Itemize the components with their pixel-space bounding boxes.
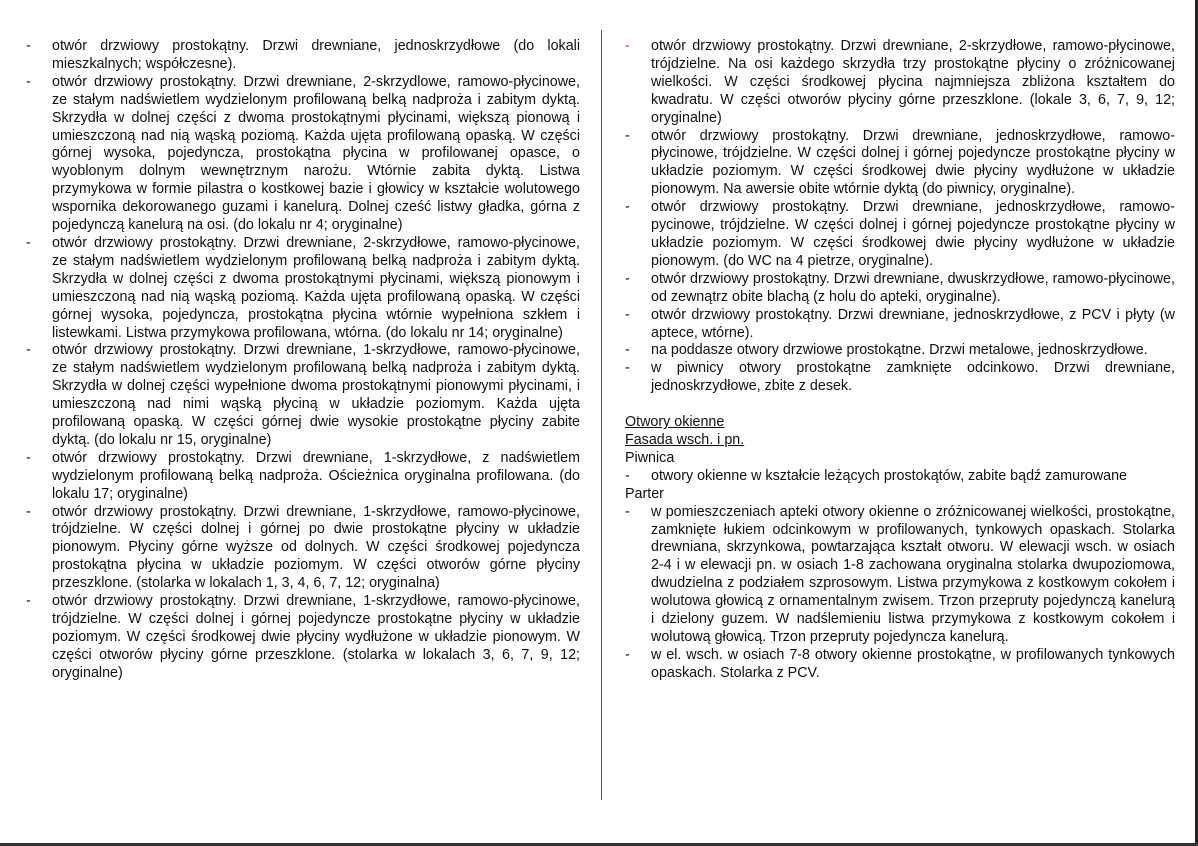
list-item-text: otwór drzwiowy prostokątny. Drzwi drewniane, jednoskrzydłowe, ramowo-płycinowe, trójdzielne. W części dolnej i górnej pojedyncze prostokątne płyciny w układzie poziomym. W części środkowej dwie płyciny wydłużone w układzie pionowym. Na awersie obite wtórnie dyktą (do piwnicy, oryginalne). (651, 127, 1175, 198)
list-item (625, 360, 1175, 396)
list-item-text: otwory okienne w kształcie leżących prostokątów, zabite bądź zamurowane (651, 467, 1128, 484)
list-item (625, 271, 1175, 307)
list-item-text: w pomieszczeniach apteki otwory okienne o zróżnicowanej wielkości, prostokątne, zamknięte łukiem odcinkowym w profilowanych, tynkowych opaskach. Stolarka drewniana, skrzynkowa, powtarzająca kształt otworu. W elewacji wsch. w osiach 2-4 i w elewacji pn. w osiach 1-8 zachowana oryginalna stolarka dwupoziomowa, dwudzielna z podziałem szprosowym. Listwa przymykowa z kostkowym cokołem i wolutowa głowicą z ornamentalnym zwisem. Trzon przepruty pojedynczą kanelurą i dzielony guzem. W nadślemieniu listwa przymykowa z kostkowym cokołem i wolutową głowicą. Trzon przepruty pojedyncza kanelurą. (651, 503, 1175, 645)
list-item-text: otwór drzwiowy prostokątny. Drzwi drewniane, dwuskrzydłowe, ramowo-płycinowe, od zewnątrz obite blachą (z holu do apteki, oryginalne). (651, 270, 1175, 305)
spacer (625, 396, 1175, 414)
list-item (625, 38, 1175, 128)
list-item (625, 342, 1175, 360)
column-divider (601, 30, 602, 800)
bullet-dash: - (26, 593, 31, 610)
ground-floor-label: Parter (625, 485, 664, 502)
bullet-dash: - (625, 467, 630, 484)
list-item (26, 38, 580, 74)
list-item (26, 74, 580, 235)
list-item-text: otwór drzwiowy prostokątny. Drzwi drewniane, 1-skrzydłowe, ramowo-płycinowe, trójdzielne. W części dolnej i górnej po dwie prostokątne płyciny w układzie pionowym. Płyciny górne wyższe od dolnych. W części środkowej pojedyncza prostokątna płycina w układzie poziomym. W części otworów górne płyciny przeszklone. (stolarka w lokalach 1, 3, 4, 6, 7, 12; oryginalna) (52, 503, 580, 592)
left-column (26, 38, 580, 683)
bullet-dash: - (625, 342, 630, 359)
list-item-text: na poddasze otwory drzwiowe prostokątne. Drzwi metalowe, jednoskrzydłowe. (651, 342, 1148, 359)
list-item-text: otwór drzwiowy prostokątny. Drzwi drewniane, 1-skrzydłowe, ramowo-płycinowe, trójdzielne. W części dolnej i górnej pojedyncze prostokątne płyciny w układzie poziomym. W części środkowej dwie płyciny wydłużone w układzie pionowym. W części otworów płyciny górne przeszklone. (stolarka w lokalach 3, 6, 7, 9, 12; oryginalne) (52, 593, 580, 681)
bullet-dash: - (26, 342, 31, 359)
bullet-dash: - (26, 449, 31, 466)
list-item-text: otwór drzwiowy prostokątny. Drzwi drewniane, 1-skrzydłowe, ramowo-płycinowe, ze stałym nadświetlem wydzielonym profilowaną belką nadproża i zabitym dyktą. Skrzydła w dolnej części wypełnione dwoma prostokątnymi pionowymi płycinami, i umieszczoną nad nimi wąską płyciną w układzie poziomym. Każda ujęta profilowaną opaską. W części górnej dwie wysokie prostokątne płyciny zabite dyktą. (do lokalu nr 15, oryginalne) (52, 342, 580, 448)
list-item-text: w piwnicy otwory prostokątne zamknięte odcinkowo. Drzwi drewniane, jednoskrzydłowe, zbite z desek. (651, 360, 1175, 395)
list-item (26, 593, 580, 683)
list-item (26, 504, 580, 594)
section-heading: Otwory okienne (625, 414, 725, 431)
list-item-text: otwór drzwiowy prostokątny. Drzwi drewniane, 1-skrzydłowe, z nadświetlem wydzielonym profilowaną belką nadprożа. Ościeżnica oryginalna profilowana. (do lokalu 17; oryginalne) (52, 449, 580, 502)
bullet-dash: - (625, 199, 630, 216)
bullet-dash: - (625, 127, 630, 144)
list-item (625, 128, 1175, 200)
bullet-dash: - (625, 270, 630, 287)
bullet-dash: - (625, 38, 630, 54)
list-item-text: otwór drzwiowy prostokątny. Drzwi drewniane, jednoskrzydłowe (do lokali mieszkalnych; współczesne). (52, 38, 580, 72)
list-item-text: otwór drzwiowy prostokątny. Drzwi drewniane, 2-skrzydłowe, ramowo-płycinowe, ze stałym nadświetlem wydzielonym profilowaną belką nadproża i zabitym dyktą. Skrzydła w dolnej części z dwoma prostokątnymi płycinami, większą pionowym i umieszczoną nad nią wąską poziomą. Każda ujęta profilowaną opaską. W części górnej wysoka, pojedyncza, prostokątna płycina wtórnie wypełniona szkłem i listewkami. Listwa przymykowa profilowana, wtórna. (do lokalu nr 14; oryginalne) (52, 234, 580, 341)
right-column (625, 38, 1175, 683)
sub-heading: Fasada wsch. i pn. (625, 432, 745, 449)
list-item (26, 450, 580, 504)
bullet-dash: - (26, 503, 31, 520)
bullet-dash: - (625, 646, 630, 663)
bullet-dash: - (26, 38, 31, 54)
list-item-text: otwór drzwiowy prostokątny. Drzwi drewniane, 2-skrzydlowe, ramowo-płycinowe, ze stałym nadświetlem wydzielonym profilowaną belką nadproża i zabitym dyktą. Skrzydła w dolnej części z dwoma prostokątnymi płycinami, większą pionową i umieszczoną nad nią wąską poziomą. Każda ujęta profilowaną opaską. W części górnej wysoka, pojedyncza, prostokątna płycina w profilowanej opasce, o wyoblonym dolnym wewnętrznym narożu. Wtórnie zabita dyktą. Listwa przymykowa w formie pilastra o kostkowej bazie i głowicy w kształcie wolutowego wspornika dekorowanego guzami i kanelurą. Dolnej cześć listwy gładka, górna z pojedynczą kanelurą na osi. (do lokalu nr 4; oryginalne) (52, 73, 580, 234)
bullet-dash: - (26, 73, 31, 90)
bullet-dash: - (625, 306, 630, 323)
basement-label: Piwnica (625, 449, 675, 466)
list-item-text: otwór drzwiowy prostokątny. Drzwi drewniane, 2-skrzydłowe, ramowo-płycinowe, trójdzielne. Na osi każdego skrzydła trzy prostokątne płyciny o zróżnicowanej wielkości. W części środkowej płycina najmniejsza zbliżona kształtem do kwadratu. W części otworów płyciny górne przeszklone. (lokale 3, 6, 7, 9, 12; oryginalne) (651, 38, 1175, 126)
list-item-text: otwór drzwiowy prostokątny. Drzwi drewniane, jednoskrzydłowe, z PCV i płyty (w aptece, wtórne). (651, 306, 1175, 341)
list-item (625, 199, 1175, 271)
list-item (625, 647, 1175, 683)
list-item (625, 307, 1175, 343)
list-item (625, 504, 1175, 647)
bullet-dash: - (625, 360, 630, 377)
list-item (26, 342, 580, 449)
bullet-dash: - (26, 234, 31, 251)
list-item (625, 468, 1175, 486)
bullet-dash: - (625, 503, 630, 520)
list-item-text: otwór drzwiowy prostokątny. Drzwi drewniane, jednoskrzydłowe, ramowo-pycinowe, trójdzielne. W części dolnej i górnej pojedyncze prostokątne płyciny w układzie poziomym. W części środkowej dwie płyciny wydłużone w układzie pionowym. (do WC na 4 pietrze, oryginalne). (651, 199, 1175, 269)
list-item-text: w el. wsch. w osiach 7-8 otwory okienne prostokątne, w profilowanych tynkowych opaskach. Stolarka z PCV. (651, 646, 1175, 681)
list-item (26, 235, 580, 342)
